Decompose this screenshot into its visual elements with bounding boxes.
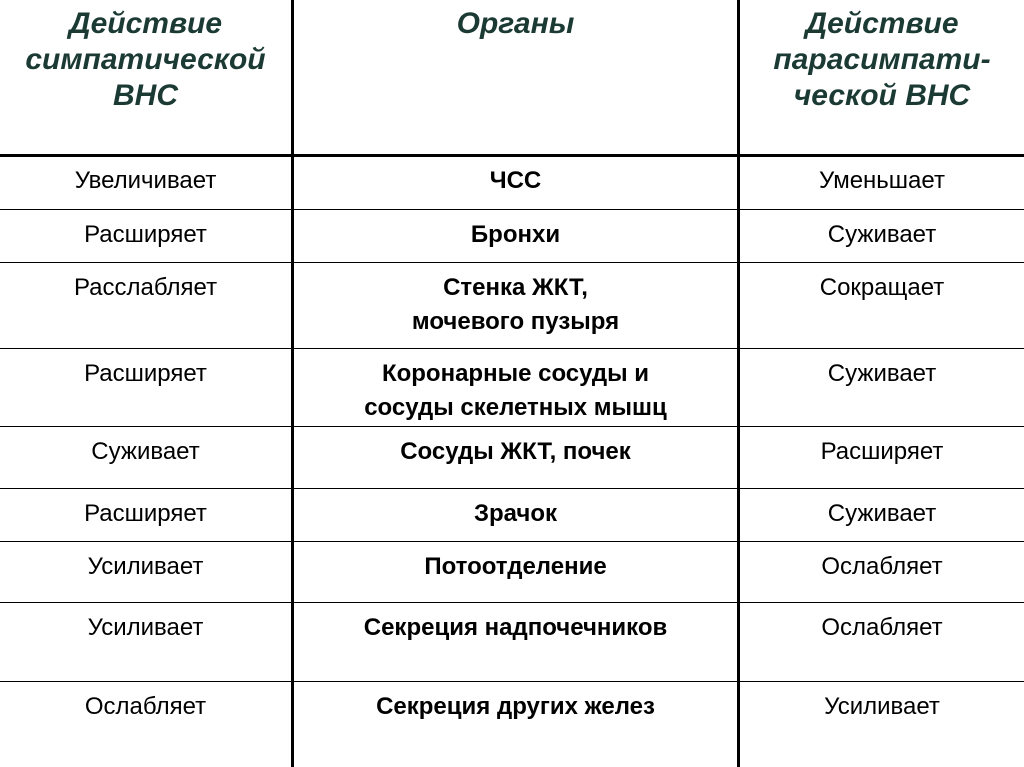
organ-line: Стенка ЖКТ, bbox=[443, 274, 588, 301]
table-row bbox=[0, 543, 1024, 602]
parasympathetic-cell: Суживает bbox=[827, 360, 937, 387]
sympathetic-cell: Усиливает bbox=[87, 553, 204, 580]
header-parasympathetic-line: ческой ВНС bbox=[793, 79, 971, 112]
table-row bbox=[0, 428, 1024, 488]
organ-cell bbox=[294, 490, 737, 531]
organ-cell bbox=[294, 683, 737, 724]
organ-cell bbox=[294, 211, 737, 252]
row-divider bbox=[0, 488, 1024, 489]
column-divider bbox=[737, 0, 740, 767]
organ-line: ЧСС bbox=[489, 167, 542, 194]
parasympathetic-cell: Сокращает bbox=[819, 274, 945, 301]
sympathetic-cell: Ослабляет bbox=[84, 693, 207, 720]
organ-cell bbox=[294, 428, 737, 469]
parasympathetic-cell: Суживает bbox=[827, 221, 937, 248]
organ-cell bbox=[294, 543, 737, 584]
row-divider bbox=[0, 602, 1024, 603]
organ-cell bbox=[294, 264, 737, 339]
header-organs bbox=[294, 0, 737, 154]
column-divider bbox=[291, 0, 294, 767]
row-divider bbox=[0, 262, 1024, 263]
header-divider bbox=[0, 154, 1024, 157]
organ-line: Зрачок bbox=[473, 500, 558, 527]
table-row bbox=[0, 683, 1024, 767]
header-parasympathetic-line: парасимпати- bbox=[773, 43, 991, 76]
parasympathetic-cell: Уменьшает bbox=[819, 167, 945, 194]
sympathetic-cell: Расширяет bbox=[84, 360, 207, 387]
table-row bbox=[0, 157, 1024, 209]
organ-cell bbox=[294, 157, 737, 198]
organ-line: Бронхи bbox=[470, 221, 561, 248]
table-row bbox=[0, 211, 1024, 262]
parasympathetic-cell: Усиливает bbox=[824, 693, 940, 720]
sympathetic-cell: Расслабляет bbox=[73, 274, 218, 301]
organ-cell bbox=[294, 350, 737, 425]
sympathetic-cell: Суживает bbox=[91, 438, 200, 465]
row-divider bbox=[0, 348, 1024, 349]
sympathetic-cell: Расширяет bbox=[84, 221, 207, 248]
header-parasympathetic-line: Действие bbox=[805, 7, 959, 40]
header-sympathetic-line: Действие bbox=[68, 7, 223, 40]
header-sympathetic bbox=[0, 0, 291, 154]
parasympathetic-cell: Суживает bbox=[827, 500, 937, 527]
row-divider bbox=[0, 426, 1024, 427]
organ-line: Секреция других желез bbox=[376, 693, 655, 720]
organ-line: Секреция надпочечников bbox=[363, 614, 668, 641]
parasympathetic-cell: Ослабляет bbox=[821, 553, 943, 580]
organ-line: Коронарные сосуды и bbox=[381, 360, 650, 387]
organ-line: мочевого пузыря bbox=[411, 308, 620, 335]
row-divider bbox=[0, 209, 1024, 210]
parasympathetic-cell: Ослабляет bbox=[821, 614, 943, 641]
header-sympathetic-line: симпатической bbox=[25, 43, 266, 76]
table-row bbox=[0, 604, 1024, 681]
organ-line: Сосуды ЖКТ, почек bbox=[400, 438, 631, 465]
row-divider bbox=[0, 681, 1024, 682]
organ-line: Потоотделение bbox=[424, 553, 607, 580]
sympathetic-cell: Усиливает bbox=[87, 614, 204, 641]
table-row bbox=[0, 350, 1024, 426]
table-row bbox=[0, 490, 1024, 541]
organ-cell bbox=[294, 604, 737, 645]
sympathetic-cell: Расширяет bbox=[84, 500, 207, 527]
organ-line: сосуды скелетных мышц bbox=[364, 394, 667, 421]
table-row bbox=[0, 264, 1024, 348]
parasympathetic-cell: Расширяет bbox=[820, 438, 944, 465]
header-sympathetic-line: ВНС bbox=[113, 79, 178, 112]
row-divider bbox=[0, 541, 1024, 542]
header-organs-line: Органы bbox=[456, 7, 575, 40]
header-parasympathetic bbox=[740, 0, 1024, 154]
sympathetic-cell: Увеличивает bbox=[74, 167, 217, 194]
